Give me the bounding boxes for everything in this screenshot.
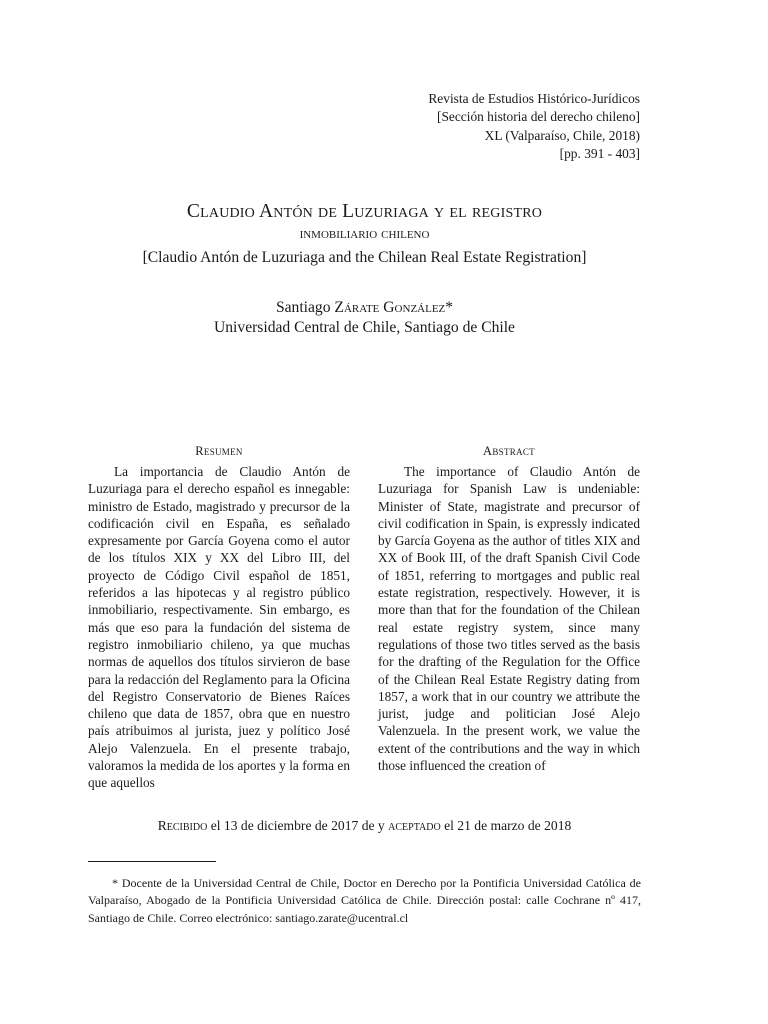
author-affiliation: Universidad Central de Chile, Santiago de Chile: [214, 319, 515, 336]
resumen-heading: Resumen: [195, 444, 243, 458]
aceptado-label: aceptado: [388, 818, 441, 833]
abstract-text: The importance of Claudio Antón de Luzuriaga for Spanish Law is undeniable: Minister of State, magistrate and precursor of civil codification in Spain, is expressly indicated by García Goyena as the author of titles XIX and XX of Book III, of the draft Spanish Civil Code of 1851, referring to mortgages and public real estate registration, respectively. However, it is more than that for the foundation of the Chilean real estate registry system, since many regulations of those two titles served as the basis for the drafting of the Regulation for the Office of the Chilean Real Estate Registry dating from 1857, a work that in our country we attribute the jurist, judge and politician José Alejo Valenzuela. In the present work, we value the extent of the contributions and the way in which those influenced the creation of: [378, 464, 640, 774]
journal-volume: XL (Valparaíso, Chile, 2018): [484, 127, 640, 143]
article-title: [88, 200, 641, 270]
journal-section: [Sección historia del derecho chileno]: [436, 109, 640, 125]
title-english: [Claudio Antón de Luzuriaga and the Chilean Real Estate Registration]: [142, 249, 587, 266]
recibido-label: Recibido: [157, 818, 208, 833]
aceptado-text: el 21 de marzo de 2018: [440, 818, 572, 833]
author-block: [88, 298, 641, 338]
resumen-text: La importancia de Claudio Antón de Luzuriaga para el derecho español es innegable: ministro de Estado, magistrado y precursor de la codificación civil en España, es señalado expresamente por García Goyena como el autor de los títulos XIX y XX del Libro III, del proyecto de Código Civil español de 1851, referidos a las hipotecas y al registro público inmobiliario, respectivamente. Sin embargo, es más que eso para la fundación del sistema de registro inmobiliario chileno, ya que muchas normas de aquellos dos títulos sirvieron de base para la redacción del Reglamento para la Oficina del Registro Conservatorio de Bienes Raíces chileno que data de 1857, obra que en nuestro país atribuimos al jurista, juez y político José Alejo Valenzuela. En el presente trabajo, valoramos la medida de los aportes y la forma en que aquellos: [88, 464, 350, 791]
title-line-2: inmobiliario chileno: [299, 225, 430, 242]
footnote-divider: [88, 861, 216, 862]
author-footnote: * Docente de la Universidad Central de Chile, Doctor en Derecho por la Pontificia Universidad Católica de Valparaíso, Abogado de la Pontificia Universidad Católica de Chile. Dirección postal: calle Cochrane nº 417, Santiago de Chile. Correo electrónico: santiago.zarate@ucentral.cl: [88, 876, 641, 925]
abstract-heading: Abstract: [483, 444, 535, 458]
recibido-text: el 13 de diciembre de 2017 de y: [207, 818, 389, 833]
journal-name: Revista de Estudios Histórico-Jurídicos: [428, 91, 640, 106]
abstract-column: [378, 443, 640, 774]
author-name: [88, 298, 641, 318]
title-line-1: Claudio Antón de Luzuriaga y el registro: [186, 201, 543, 222]
resumen-column: [88, 443, 350, 792]
journal-pages: [pp. 391 - 403]: [559, 146, 640, 162]
received-dates: [88, 817, 641, 835]
author-given-name: Santiago: [275, 299, 335, 316]
footnote-marker: *: [445, 299, 454, 316]
journal-header: [240, 90, 640, 164]
author-surname: Zárate González: [334, 299, 446, 316]
